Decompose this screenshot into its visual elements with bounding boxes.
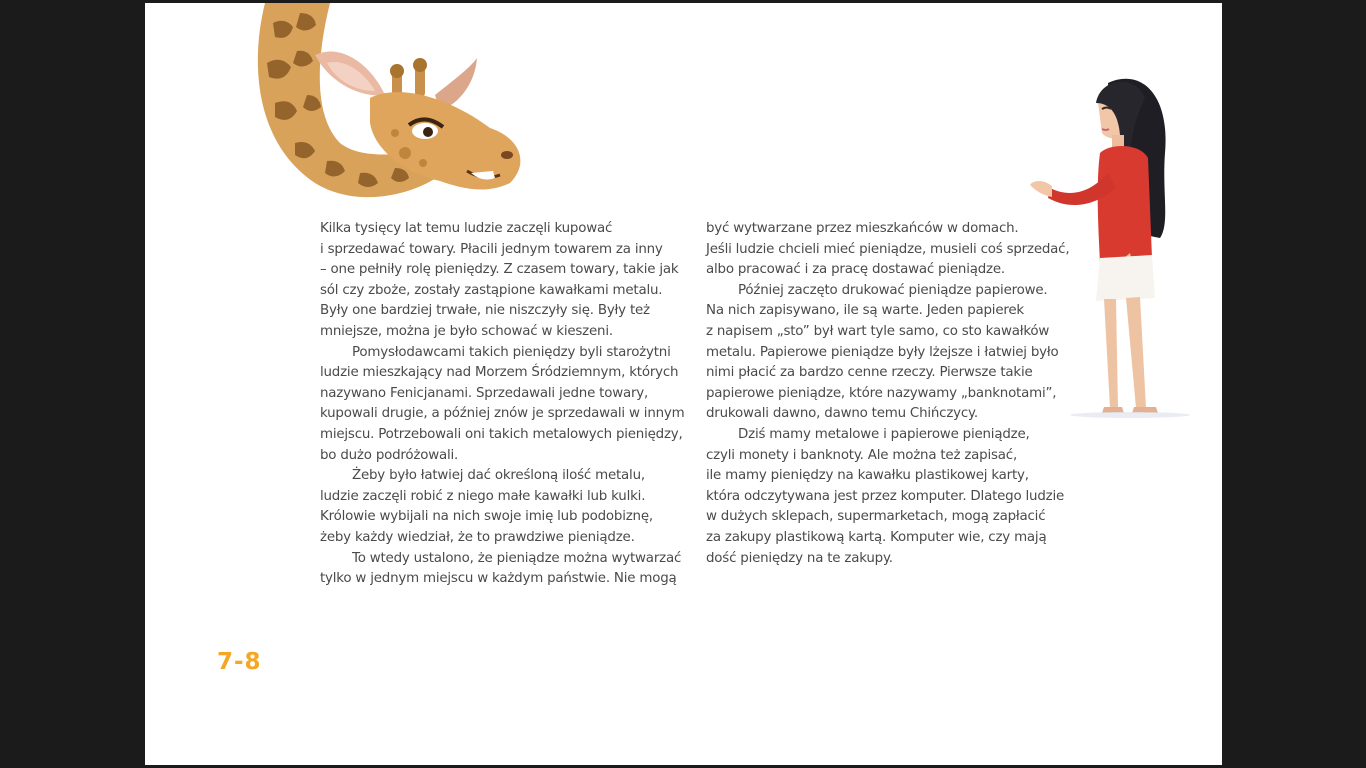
text-line: metalu. Papierowe pieniądze były lżejsze i łatwiej było <box>706 344 1059 360</box>
text-line: ile mamy pieniędzy na kawałku plastikowej karty, <box>706 468 1029 484</box>
text-line: kupowali drugie, a później znów je sprzedawali w innym <box>320 406 685 422</box>
text-column-left <box>320 219 684 590</box>
text-line: papierowe pieniądze, które nazywamy „banknotami”, <box>706 385 1057 401</box>
page-number: 7-8 <box>217 649 262 675</box>
text-line: drukowali dawno, dawno temu Chińczycy. <box>706 406 978 422</box>
text-line: żeby każdy wiedział, że to prawdziwe pieniądze. <box>320 529 635 545</box>
text-line: nimi płacić za bardzo cenne rzeczy. Pierwsze takie <box>706 365 1033 381</box>
text-line: miejscu. Potrzebowali oni takich metalowych pieniędzy, <box>320 426 683 442</box>
text-line: – one pełniły rolę pieniędzy. Z czasem towary, takie jak <box>320 262 679 278</box>
text-line: sól czy zboże, zostały zastąpione kawałkami metalu. <box>320 282 663 298</box>
text-line: Później zaczęto drukować pieniądze papierowe. <box>738 282 1048 298</box>
text-line: Kilka tysięcy lat temu ludzie zaczęli kupować <box>320 221 613 236</box>
text-line: Królowie wybijali na nich swoje imię lub podobiznę, <box>320 509 653 525</box>
text-line: Dziś mamy metalowe i papierowe pieniądze, <box>738 426 1030 442</box>
text-line: w dużych sklepach, supermarketach, mogą zapłacić <box>706 509 1046 525</box>
text-column-right <box>706 219 1069 569</box>
text-line: dość pieniędzy na te zakupy. <box>706 550 893 566</box>
text-line: mniejsze, można je było schować w kieszeni. <box>320 323 613 339</box>
text-line: Żeby było łatwiej dać określoną ilość metalu, <box>352 468 645 484</box>
text-line: albo pracować i za pracę dostawać pieniądze. <box>706 262 1005 278</box>
text-line: z napisem „sto” był wart tyle samo, co sto kawałków <box>706 323 1050 339</box>
text-line: i sprzedawać towary. Płacili jednym towarem za inny <box>320 241 663 257</box>
text-line: Były one bardziej trwałe, nie niszczyły się. Były też <box>320 303 650 319</box>
text-line: być wytwarzane przez mieszkańców w domach. <box>706 221 1019 236</box>
text-line: tylko w jednym miejscu w każdym państwie. Nie mogą <box>320 571 677 587</box>
text-line: czyli monety i banknoty. Ale można też zapisać, <box>706 447 1018 463</box>
text-line: Pomysłodawcami takich pieniędzy byli starożytni <box>352 344 671 360</box>
text-line: ludzie mieszkający nad Morzem Śródziemnym, których <box>320 365 679 381</box>
text-line: bo dużo podróżowali. <box>320 447 459 463</box>
text-line: ludzie zaczęli robić z niego małe kawałki lub kulki. <box>320 488 646 504</box>
text-line: nazywano Fenicjanami. Sprzedawali jedne towary, <box>320 385 649 401</box>
text-line: za zakupy plastikową kartą. Komputer wie, czy mają <box>706 529 1047 545</box>
text-line: która odczytywana jest przez komputer. Dlatego ludzie <box>706 488 1065 504</box>
text-line: Na nich zapisywano, ile są warte. Jeden papierek <box>706 303 1024 319</box>
text-line: Jeśli ludzie chcieli mieć pieniądze, musieli coś sprzedać, <box>706 241 1070 257</box>
giraffe-illustration <box>245 3 585 213</box>
text-line: To wtedy ustalono, że pieniądze można wytwarzać <box>352 550 682 566</box>
book-page <box>145 3 1222 765</box>
